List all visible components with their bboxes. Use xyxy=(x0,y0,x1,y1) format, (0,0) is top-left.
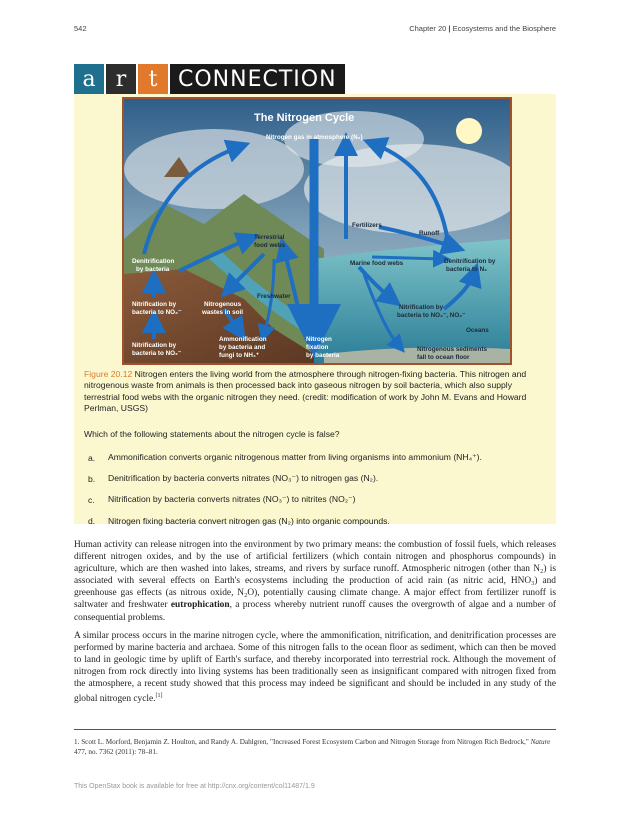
sun-icon xyxy=(456,118,482,144)
body-paragraph-2 xyxy=(74,630,556,706)
term-eutrophication: eutrophication xyxy=(170,600,230,611)
header-separator: | xyxy=(448,24,451,33)
answer-options xyxy=(84,447,548,531)
question-prompt: Which of the following statements about the nitrogen cycle is false? xyxy=(84,429,340,439)
label-marine-food-webs: Marine food webs xyxy=(350,260,404,267)
label-freshwater: Freshwater xyxy=(257,293,291,300)
figure-caption xyxy=(84,369,548,414)
option-text: Nitrogen fixing bacteria convert nitrogen gas (N₂) into organic compounds. xyxy=(108,515,390,526)
footnote-divider xyxy=(74,729,556,730)
p2-text: A similar process occurs in the marine nitrogen cycle, where the ammonification, nitrification, and denitrification processes are performed by marine bacteria and archaea. Some of this nitrogen falls to the ocean floor as sediment, which can then be moved to land in geologic time by uplift of Earth's surface, and thereby incorporated into terrestrial rock. Although the movement of nitrogen from rock directly into living systems has been traditionally seen as insignificant compared with nitrogen fixed from the atmosphere, a recent study showed that this process may indeed be significant and should be included in any study of the global nitrogen cycle. xyxy=(74,631,556,705)
banner-letter-a: a xyxy=(74,64,104,94)
arrow-marine-to-denitrification xyxy=(372,257,442,259)
option-text: Denitrification by bacteria converts nitrates (NO₃⁻) to nitrogen gas (N₂). xyxy=(108,473,379,483)
page-number: 542 xyxy=(74,24,87,33)
caption-text: Nitrogen enters the living world from the atmosphere through nitrogen-fixing bacteria. This nitrogen and nitrogenous waste from animals is then processed back into gaseous nitrogen by soil bacteria, which also supply terrestrial food webs with the organic nitrogen they need. (credit: modification of work by John M. Evans and Howard Perlman, USGS) xyxy=(84,369,527,413)
banner-letter-r: r xyxy=(106,64,136,94)
label-nitrification-no3: Nitrification by bacteria to NO₃⁻ xyxy=(132,301,182,316)
label-nitrification-sea: Nitrification by bacteria to NO₃⁻, NO₂⁻ xyxy=(397,304,466,319)
p1-text-start: Human activity can release nitrogen into the environment by two primary means: the combustion of fossil fuels, which releases different nitrogen oxides, and by the use of artificial fertilizers (which contain nitrogen and phosphorus compounds) in agriculture, which are then washed into lakes, streams, and rivers by surface runoff. Atmospheric nitrogen (other than N₂) is associated with several effects on Earth's ecosystems including the production of acid rain (as nitric acid, HNO₃) and greenhouse gas effects (as nitrous oxide, N₂O), potentially causing climate change. A major effect from fertilizer runoff is saltwater and freshwater xyxy=(74,540,556,611)
footnote xyxy=(74,737,556,757)
footnote-text-end: 477, no. 7362 (2011): 78–81. xyxy=(74,748,158,756)
label-nitrogen-fixation: Nitrogen fixation by bacteria xyxy=(306,336,340,359)
option-letter: d. xyxy=(88,515,96,526)
label-fertilizers: Fertilizers xyxy=(352,222,382,229)
footnote-reference[interactable]: [1] xyxy=(155,693,163,700)
answer-option-d xyxy=(84,510,548,531)
option-text: Nitrification by bacteria converts nitrates (NO₃⁻) to nitrites (NO₂⁻) xyxy=(108,494,356,504)
figure-label: Figure 20.12 xyxy=(84,369,133,379)
chapter-title: Ecosystems and the Biosphere xyxy=(452,24,556,33)
label-denitrification-land: Denitrification by bacteria xyxy=(132,258,175,273)
banner-word: CONNECTION xyxy=(170,64,345,94)
footnote-text-start: 1. Scott L. Morford, Benjamin Z. Houlton, and Randy A. Dahlgren, "Increased Forest Ecosystem Carbon and Nitrogen Storage from Nitrogen Rich Bedrock," xyxy=(74,738,531,746)
label-sediments: Nitrogenous sediments fall to ocean floor xyxy=(417,346,487,361)
label-nitrogenous-wastes: Nitrogenous wastes in soil xyxy=(202,301,243,316)
option-letter: b. xyxy=(88,473,96,484)
option-letter: c. xyxy=(88,494,95,505)
label-denitrification-sea: Denitrification by bacteria to N₂ xyxy=(444,258,496,273)
art-connection-banner xyxy=(74,64,345,94)
page-footer: This OpenStax book is available for free at http://cnx.org/content/col11487/1.9 xyxy=(74,783,315,790)
label-atmosphere: Nitrogen gas in atmosphere (N₂) xyxy=(266,134,363,141)
footnote-journal: Nature xyxy=(530,738,551,746)
label-ammonification: Ammonification by bacteria and fungi to NH₄⁺ xyxy=(219,336,267,359)
body-paragraph-1 xyxy=(74,539,556,624)
option-letter: a. xyxy=(88,452,96,463)
answer-option-b xyxy=(84,468,548,489)
answer-option-c xyxy=(84,489,548,510)
label-nitrification-no2: Nitrification by bacteria to NO₂⁻ xyxy=(132,342,182,357)
label-oceans: Oceans xyxy=(466,327,489,334)
option-text: Ammonification converts organic nitrogenous matter from living organisms into ammonium (NH₄⁺). xyxy=(108,452,482,462)
running-header xyxy=(409,24,556,33)
label-terrestrial-food-webs: Terrestrial food webs xyxy=(254,234,286,249)
figure-title: The Nitrogen Cycle xyxy=(254,112,355,124)
nitrogen-cycle-figure xyxy=(122,97,512,365)
answer-option-a xyxy=(84,447,548,468)
p1-text-end: , a process whereby nutrient runoff causes the overgrowth of algae and a number of consequential problems. xyxy=(74,600,557,623)
cloud xyxy=(124,129,304,209)
chapter-label: Chapter 20 xyxy=(409,24,447,33)
label-runoff: Runoff xyxy=(419,230,440,237)
banner-letter-t: t xyxy=(138,64,168,94)
